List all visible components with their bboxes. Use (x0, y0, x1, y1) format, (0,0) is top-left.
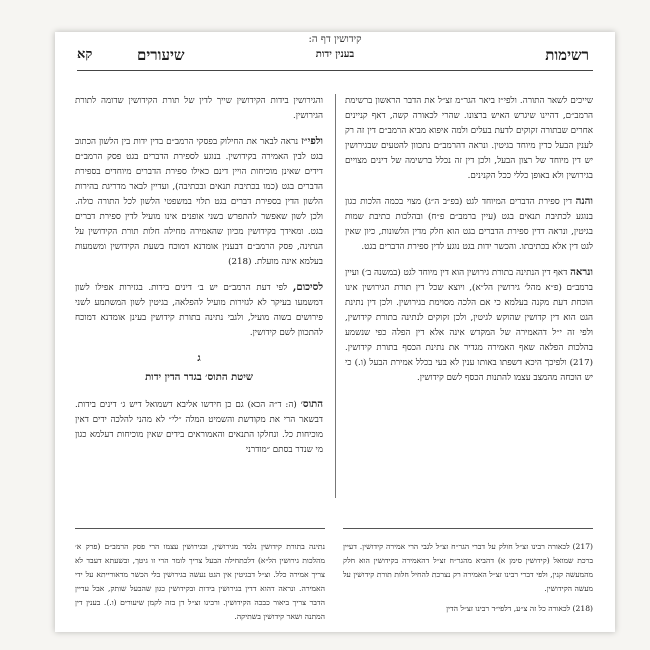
paragraph-text: דאף דין הנתינה בתורת גירושין הוא דין מיוחד לגט (במשנה ב׳) ועיין ברמב״ם (פ״א מהל׳ גירושין הל״א), ויוצא שכל דין תורת הגירושין אינו הוכחת דעת מקנה בעלמא כי אם הלכה מסוימת בגירושין. ולכן דין נתינת הגט הוא דין קדושין שהוקש לגיטין, ולכן זקוקים לנתינה בתורת קידושין, ולפי זה י״ל דהאמירה של המקדש אינה אלא דין הפלה כפי שנשמע בהלכות הפלאה שאף האמירה מגדיר את נתינת הכסף בתורת קידושין. (217) ולפיכך היכא דשפתו באותו ענין לא בעי בכלל אמירת הבעל (ו.) כי יש הוכחה מהמצב עצמו להתנות הכסף לשם קידושין. (345, 268, 593, 383)
paragraph: שייכים לשאר התורה. ולפי״ז ביאר הגר״מ זצ״ל את הדבר הראשון ברשימת הרמב״ם, דהיינו שיגרש האיש ברצונו. שהרי לכאורה קשה, דאף קניינים אחרים שבתורה זקוקים לדעת בעלים ולמה איפוא מביא הרמב״ם דין זה רק לענין הבעל כדין מיוחד בגיטין. ונראה דהרמב״ם נתכוון להטעים שבגירושין יש דין מיוחד של רצון הבעל, ולכן דין זה נכלל ברשימה של דינים מצויים בגירושין ולא באופן כללי ככל הקנינים. (345, 96, 593, 181)
paragraph-text: דין ספירת הדברים המיוחד לגט (בפ״ב ה״ג) מצוי בכמה הלכות כגון בנוגע לכתיבת תנאים בגט (עיין ברמב״ם פ״ח) ובהלכות כתיבת שמות בגיטין, ונראה דדין ספירת הדברים בגט הוא חלק מדין הלשונות, כיון שאין לגט דין אלא בכתיבתו. והכשר ידות בגט נוגע לדין ספירת הדברים בגט. (345, 197, 593, 252)
book-page (55, 32, 615, 632)
paragraph: והגירושין בידות הקידושין שייך לדין של תורת הקידושין שדומה לתורת הגירושין. (75, 96, 323, 121)
paragraph-lead: והנה (575, 196, 593, 207)
header-subject: בענין ידות (315, 49, 355, 60)
footnotes-left (75, 540, 325, 630)
paragraph-lead: ונראה (570, 267, 593, 278)
paragraph-lead: לסיכום, (292, 282, 324, 293)
paragraph (345, 265, 593, 386)
footnotes-right (343, 540, 593, 622)
paragraph (75, 397, 323, 458)
paragraph-lead: התוס׳ (300, 399, 323, 410)
paragraph-text: נראה לבאר את החילוק בפסקי הרמב״ם בדין ידות בין הלשון הכתוב בגט לבין האמירה בקידושין. בנוגע לספירת הדברים בגט פסק הרמב״ם דידים שאינן מוכיחות הויין דינם כאילו ספירת הדברים מיוחדים בספירת הדברים בגט (כמו בכתיבת תנאים ובכתיבה), ועדיין לבאר מדריגת בהירות הלשון הדין בספירת דברים בגט תלוי במשפטי הלשון לכל התורה כולה. ולכן לשון שאפשר להתפרש בשני אופנים אינו מועיל לדין ספירת דברים בגט. ומאידך בקידושין מכיון שהאמירה מחילה חלות תורת הקידושין על הנתינה, פסק הרמב״ם דבענין אומדנא דמוכח בשעת הקידושין ומשמעות בעלמא אינה מועלת. (218) (75, 137, 323, 267)
paragraph-text: (ה: ד״ה הכא) גם כן חידשו אליבא דשמואל דיש ג׳ דינים בידות. דבשאר הרי את מקודשת והשמיט המלה ״לי״ לא מהני להלכה ידים דאין מוכיחות כל. ונחלקו התנאים והאמוראים בידים שאין מוכיחות דעלמא כגון מי שנדר בסתם ״מודרני (75, 400, 323, 455)
footnote: (217) לכאורה רבינו זצ״ל חולק על דברי הגר״ח זצ״ל לגבי הרי אמירה קידושין. דעיין ברכת שמואל (קידושין סימן א) דהביא מהגר״ח זצ״ל דהאמירה בקידושין הוא חלק מהמעשה קנין, ולפי דברי רבינו זצ״ל האמירה רק נצרכת להחיל חלות תורת קידושין על מעשה הקידושין. (343, 542, 593, 593)
footnote: נתינה בתורת קידושין נלמד מגירושין, ובגירושין עצמו הרי פסק הרמב״ם (פרק א׳ מהלכות גירושין הל״א) דלכתחילה הבעל צריך לומר הרי זו גיטך, ובשעתא דעבד לא צריך אמירה כלל. וצ״ל דבגיטין אין הגט נעשה בגירושין בלי הכשר מדאורייתא על ידי האמירה. ונראה דהוא דדין בגירושין בידות ובקידושין כגון שהבעל שותק, אבל עדיין הדבר צריך ביאור כבכה הקידושין. ורבינו זצ״ל דן בזה לקמן שיעורים (ו.). בענין דין המתנה ושאר קידושין בשתיקה. (75, 542, 325, 621)
section-title: שיטת התוס׳ בגדר הדין ידות (145, 372, 253, 383)
section-letter: ג (197, 353, 201, 364)
column-right (345, 94, 593, 396)
paragraph-text: לפי דעת הרמב״ם יש ב׳ דינים בידות. בגזירות אפילו לשון דמשמעו בעיקר לא לגזירות מועיל להפלאה, בגיטין לשון המשתמע לשני פירושים בשוה מועיל, ולגבי נתינה בתורת קידושין בעינן אומדנא דמוכח להתכוון לשם קידושין. (75, 283, 323, 338)
header-title-left: שיעורים (137, 46, 185, 64)
paragraph (345, 194, 593, 255)
column-left (75, 94, 323, 468)
footnote-rule-right (343, 528, 593, 529)
paragraph-lead: ולפי״ז (301, 136, 323, 147)
page-number: קא (77, 47, 93, 62)
header-title-right: רשימות (545, 46, 589, 64)
footnote-rule-left (75, 528, 325, 529)
paragraph (75, 134, 323, 270)
paragraph (75, 280, 323, 341)
column-divider (335, 94, 336, 498)
footnote: (218) לכאורה כל זה צ״ע, דלפי״ד רבינו זצ״ל הדין (446, 604, 593, 613)
header-rule (77, 70, 593, 71)
header-tractate: קידושין דף ה: (308, 34, 362, 45)
